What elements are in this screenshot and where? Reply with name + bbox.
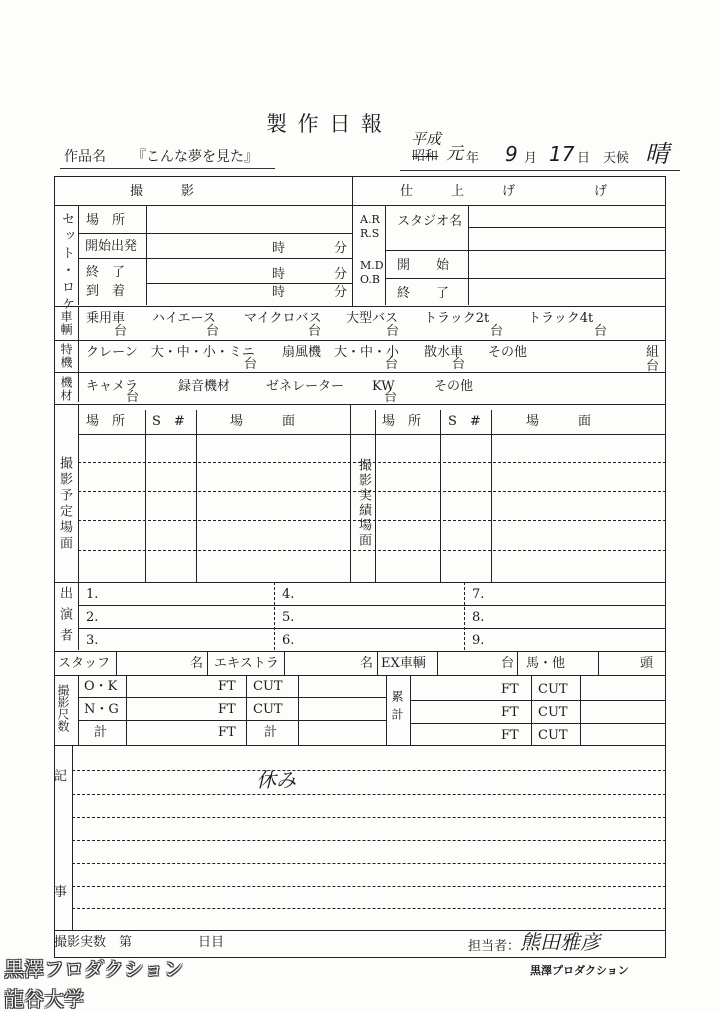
equip-unit-1: 台 [126,390,140,405]
ar-label: A.R [360,213,380,226]
person-signature: 熊田雅彦 [520,930,600,954]
cast-2: 2. [86,610,99,625]
work-title: 『こんな夢を見た』 [132,149,258,165]
equip-camera: キャメラ [86,379,139,394]
ft-2: FT [218,702,236,717]
plan-scenes-label: 撮影予定場面 [57,456,72,552]
cast-label: 出演者 [57,586,72,649]
horse-unit: 頭 [640,656,654,671]
special-other: その他 [488,345,528,360]
fan: 扇風機 大・中・小 [282,345,400,360]
ex-car-unit: 台 [501,656,515,671]
cast-4: 4. [282,587,295,602]
equip-kw: KW [372,379,395,394]
cast-5: 5. [282,610,295,625]
horse-label: 馬・他 [526,656,566,671]
cast-7: 7. [472,587,485,602]
plan-place-header: 場 所 [86,414,126,429]
hour-1: 時 [272,241,286,256]
vehicle-truck2t: トラック2t [424,311,490,326]
cut-5: CUT [538,728,568,743]
special-unit-4: 台 [646,359,660,374]
special-label: 特機 [59,343,73,369]
finish-label: 終 了 [397,286,450,301]
day-unit: 日 [577,151,591,166]
minute-2: 分 [334,267,348,282]
hour-3: 時 [272,285,286,300]
vehicle-hiace: ハイエース [152,311,216,326]
special-unit-2: 台 [385,357,399,372]
special-unit-kumi: 組 [646,345,660,360]
vehicle-microbus: マイクロバス [244,311,322,326]
unit-5: 台 [490,324,504,339]
date-underline [400,170,680,171]
equip-unit-2: 台 [384,390,398,405]
shoot-header: 撮 影 [130,184,199,199]
cast-6: 6. [282,633,295,648]
day-value: 17 [549,142,575,166]
year-value: 元 [446,144,463,164]
studio-label: スタジオ名 [397,214,463,229]
cast-1: 1. [86,587,99,602]
special-unit-3: 台 [452,357,466,372]
end-label: 終 了 [86,265,126,280]
title-underline [60,168,275,169]
cast-9: 9. [472,633,485,648]
vehicle-bus: 大型バス [346,311,399,326]
vehicle-truck4t: トラック4t [528,311,594,326]
person-label: 担当者： [468,939,521,954]
month-value: 9 [505,142,518,166]
plan-snum-header: S # [152,414,185,429]
hour-2: 時 [272,267,286,282]
ft-5: FT [501,705,519,720]
year-unit: 年 [466,151,480,166]
place-label: 場 所 [86,213,126,228]
company-stamp: 黒澤プロダクション [530,964,629,977]
cut-1: CUT [253,679,283,694]
total-label: 計 [94,725,108,740]
watermark-line1: 黒澤フロダクション [4,957,184,981]
month-unit: 月 [524,151,538,166]
staff-mei: 名 [190,656,204,671]
arrive-label: 到 着 [86,284,126,299]
unit-1: 台 [114,324,128,339]
ok-label: O・K [84,679,118,694]
extra-label: エキストラ [214,656,279,671]
unit-2: 台 [206,324,220,339]
era-printed: 昭和 [412,149,439,164]
ge-char: げ [594,184,608,199]
ex-car-label: EX車輌 [381,656,426,671]
watermark-line2: 龍谷大学 [4,987,84,1011]
minute-1: 分 [334,241,348,256]
weather-label: 天候 [603,151,630,166]
ft-1: FT [218,679,236,694]
ft-3: FT [218,725,236,740]
era-handwritten: 平成 [411,130,442,148]
start-label: 開 始 [397,258,450,273]
plan-scene-header: 場 面 [230,414,296,429]
rs-label: R.S [360,227,380,240]
equipment-label: 機材 [59,376,73,402]
equip-other: その他 [434,379,474,394]
unit-3: 台 [308,324,322,339]
unit-4: 台 [386,324,400,339]
notes-text: 休み [256,768,296,792]
page-title: 製 作 日 報 [266,112,385,136]
cast-8: 8. [472,610,485,625]
start-depart-label: 開始出発 [85,239,138,254]
ft-4: FT [501,682,519,697]
staff-label: スタッフ [58,656,111,671]
cut-2: CUT [253,702,283,717]
cut-4: CUT [538,705,568,720]
equip-generator: ゼネレーター [266,379,345,394]
extra-mei: 名 [360,656,374,671]
footage-label: 撮影尺数 [56,684,70,732]
work-name-label: 作品名 [64,149,106,165]
water-truck: 散水車 [424,345,464,360]
crane: クレーン 大・中・小・ミニ [86,345,255,360]
special-unit-1: 台 [244,357,258,372]
md-label: M.D [360,259,384,272]
days-label: 撮影実数 第 [54,935,133,950]
ob-label: O.B [360,273,380,286]
actual-snum-header: S # [448,414,481,429]
actual-scene-header: 場 面 [526,414,592,429]
cut-3: CUT [538,682,568,697]
cumulative-label: 累計 [390,690,404,726]
vehicles-label: 車輌 [59,310,73,336]
ng-label: N・G [84,702,119,717]
cast-3: 3. [86,633,99,648]
ft-6: FT [501,728,519,743]
actual-place-header: 場 所 [382,414,422,429]
finish-header: 仕 上 げ [400,184,520,199]
unit-6: 台 [594,324,608,339]
total-2: 計 [264,725,278,740]
notes-label-bottom: 事 [54,885,68,900]
set-loc-label: セット・ロケ [59,212,74,314]
vehicle-sedan: 乗用車 [86,311,126,326]
equip-sound: 録音機材 [178,379,231,394]
actual-scenes-label: 撮影実績場面 [356,458,371,548]
notes-label-top: 記 [54,769,68,784]
minute-3: 分 [334,285,348,300]
weather-value: 晴 [645,140,669,168]
days-unit: 日目 [198,935,225,950]
